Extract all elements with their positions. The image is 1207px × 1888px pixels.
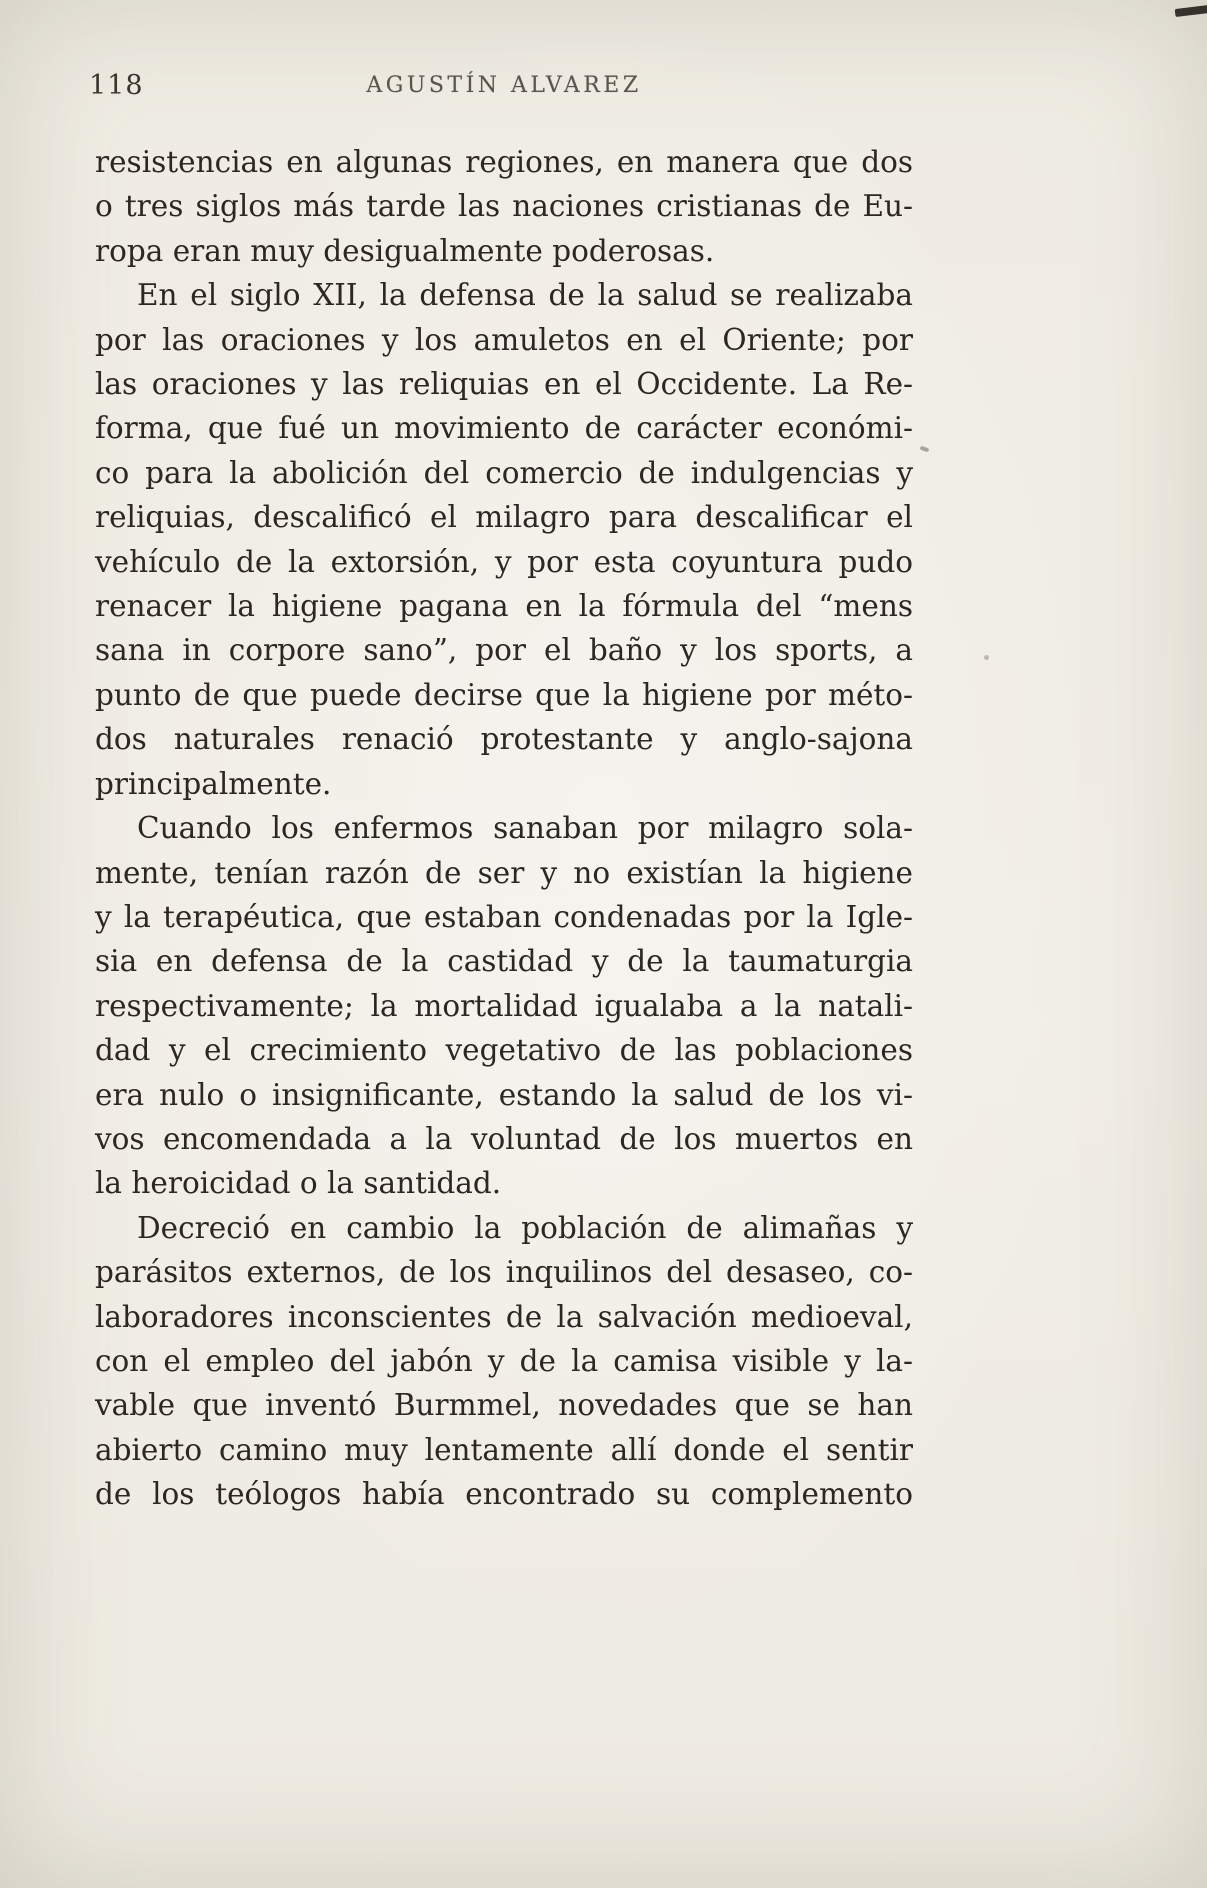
text-line: parásitos externos, de los inquilinos del desaseo, co- bbox=[95, 1255, 913, 1290]
text-line: las oraciones y las reliquias en el Occidente. La Re- bbox=[95, 367, 913, 402]
text-line: principalmente. bbox=[95, 766, 332, 801]
text-line: forma, que fué un movimiento de carácter económi- bbox=[95, 411, 913, 446]
paragraph bbox=[95, 140, 913, 273]
text-line: punto de que puede decirse que la higiene por méto- bbox=[95, 677, 913, 712]
scan-speck bbox=[984, 655, 989, 660]
text-line: vable que inventó Burmmel, novedades que se han bbox=[95, 1388, 913, 1423]
text-line: vehículo de la extorsión, y por esta coyuntura pudo bbox=[95, 544, 913, 579]
text-line: Decreció en cambio la población de alimañas y bbox=[137, 1210, 913, 1245]
text-line: Cuando los enfermos sanaban por milagro sola- bbox=[137, 811, 913, 846]
text-line: co para la abolición del comercio de indulgencias y bbox=[95, 455, 913, 490]
text-line: mente, tenían razón de ser y no existían la higiene bbox=[95, 855, 913, 890]
paragraph bbox=[95, 273, 913, 806]
text-line: ropa eran muy desigualmente poderosas. bbox=[95, 233, 715, 268]
text-line: dad y el crecimiento vegetativo de las poblaciones bbox=[95, 1033, 913, 1068]
text-line: laboradores inconscientes de la salvación medioeval, bbox=[95, 1299, 913, 1334]
paragraph bbox=[95, 1206, 913, 1517]
text-line: de los teólogos había encontrado su complemento bbox=[95, 1477, 913, 1512]
text-line: renacer la higiene pagana en la fórmula del “mens bbox=[95, 589, 913, 624]
text-line: vos encomendada a la voluntad de los muertos en bbox=[95, 1121, 913, 1156]
page-number: 118 bbox=[89, 70, 144, 101]
text-line: con el empleo del jabón y de la camisa visible y la- bbox=[95, 1343, 913, 1378]
text-line: sia en defensa de la castidad y de la taumaturgia bbox=[95, 944, 913, 979]
page-header bbox=[89, 64, 913, 108]
text-line: En el siglo XII, la defensa de la salud se realizaba bbox=[137, 278, 913, 313]
text-line: abierto camino muy lentamente allí donde el sentir bbox=[95, 1432, 913, 1467]
text-line: y la terapéutica, que estaban condenadas por la Igle- bbox=[95, 899, 913, 934]
text-line: por las oraciones y los amuletos en el Oriente; por bbox=[95, 322, 913, 357]
text-line: resistencias en algunas regiones, en manera que dos bbox=[95, 145, 913, 179]
text-line: dos naturales renació protestante y anglo-sajona bbox=[95, 722, 913, 757]
text-line: respectivamente; la mortalidad igualaba a la natali- bbox=[95, 988, 913, 1023]
text-line: sana in corpore sano”, por el baño y los sports, a bbox=[95, 633, 913, 668]
body-text bbox=[95, 140, 913, 1517]
text-line: reliquias, descalificó el milagro para descalificar el bbox=[95, 500, 913, 535]
text-line: era nulo o insignificante, estando la salud de los vi- bbox=[95, 1077, 913, 1112]
text-line: la heroicidad o la santidad. bbox=[95, 1166, 502, 1201]
scan-artifact-corner bbox=[1175, 5, 1207, 17]
scan-speck bbox=[920, 446, 930, 453]
text-line: o tres siglos más tarde las naciones cristianas de Eu- bbox=[95, 189, 913, 224]
page-content bbox=[89, 64, 913, 1517]
running-title: AGUSTÍN ALVAREZ bbox=[366, 73, 642, 98]
paragraph bbox=[95, 806, 913, 1206]
